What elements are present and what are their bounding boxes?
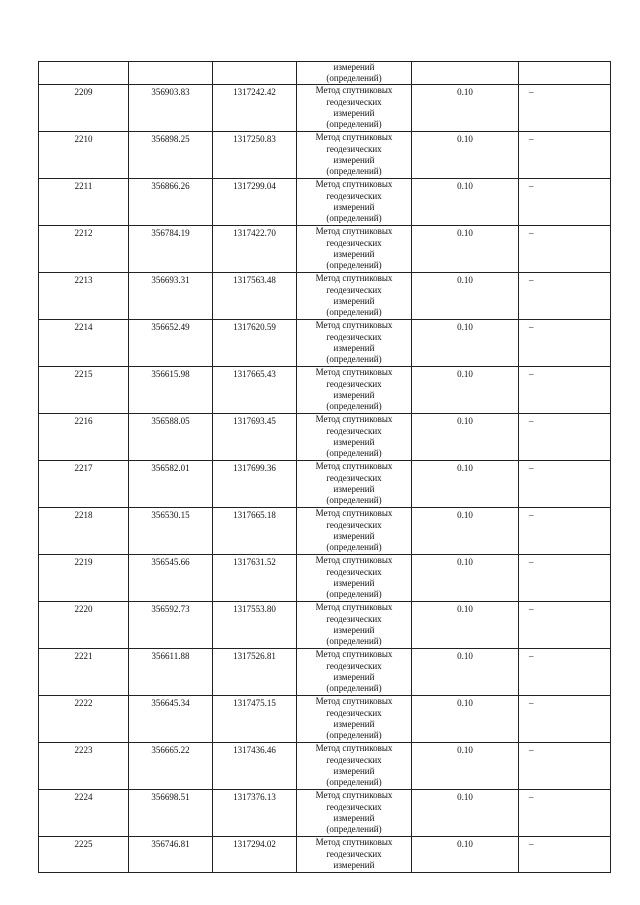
method-line: (определений) — [326, 730, 382, 741]
cell-note: – — [519, 508, 611, 555]
method-line: (определений) — [326, 448, 382, 459]
table-row — [39, 602, 611, 649]
method-line: (определений) — [326, 166, 382, 177]
method-line: (определений) — [326, 777, 382, 788]
cell-note: – — [519, 132, 611, 179]
method-line: геодезических — [326, 331, 382, 342]
table-row — [39, 555, 611, 602]
table-row — [39, 179, 611, 226]
method-line: геодезических — [326, 143, 382, 154]
method-line: Метод спутниковых — [315, 508, 393, 519]
method-line: измерений — [333, 812, 375, 823]
cell-id: 2214 — [39, 320, 129, 367]
cell-x: 356545.66 — [129, 555, 213, 602]
method-line: геодезических — [326, 801, 382, 812]
cell-id: 2217 — [39, 461, 129, 508]
cell-x: 356652.49 — [129, 320, 213, 367]
method-line: (определений) — [326, 542, 382, 553]
method-line: Метод спутниковых — [315, 179, 393, 190]
method-line: (определений) — [326, 73, 382, 84]
method-line: (определений) — [326, 307, 382, 318]
cell-method — [297, 226, 412, 273]
cell-x: 356645.34 — [129, 696, 213, 743]
cell-method — [297, 461, 412, 508]
coordinates-table — [38, 61, 611, 873]
cell-precision: 0.10 — [412, 179, 519, 226]
method-line: Метод спутниковых — [315, 320, 393, 331]
cell-note: – — [519, 226, 611, 273]
cell-x: 356665.22 — [129, 743, 213, 790]
cell-y: 1317436.46 — [213, 743, 297, 790]
table-row — [39, 320, 611, 367]
cell-method — [297, 555, 412, 602]
cell-x: 356582.01 — [129, 461, 213, 508]
cell-note: – — [519, 837, 611, 873]
method-line: (определений) — [326, 119, 382, 130]
cell-precision: 0.10 — [412, 649, 519, 696]
method-line: Метод спутниковых — [315, 132, 393, 143]
cell-id: 2225 — [39, 837, 129, 873]
cell-y: 1317299.04 — [213, 179, 297, 226]
cell-id: 2224 — [39, 790, 129, 837]
cell-note: – — [519, 461, 611, 508]
cell-note — [519, 62, 611, 85]
method-line: измерений — [333, 389, 375, 400]
cell-y: 1317620.59 — [213, 320, 297, 367]
cell-y: 1317422.70 — [213, 226, 297, 273]
method-line: Метод спутниковых — [315, 649, 393, 660]
cell-y: 1317553.80 — [213, 602, 297, 649]
cell-y: 1317665.43 — [213, 367, 297, 414]
table-row — [39, 226, 611, 273]
cell-method — [297, 790, 412, 837]
cell-precision: 0.10 — [412, 273, 519, 320]
cell-method — [297, 62, 412, 85]
method-line: Метод спутниковых — [315, 555, 393, 566]
cell-id: 2213 — [39, 273, 129, 320]
table-row — [39, 508, 611, 555]
method-line: (определений) — [326, 589, 382, 600]
method-line: измерений — [333, 671, 375, 682]
table-row — [39, 461, 611, 508]
cell-method — [297, 273, 412, 320]
method-line: Метод спутниковых — [315, 414, 393, 425]
cell-id: 2216 — [39, 414, 129, 461]
cell-id: 2219 — [39, 555, 129, 602]
cell-id: 2211 — [39, 179, 129, 226]
cell-y: 1317250.83 — [213, 132, 297, 179]
cell-method — [297, 320, 412, 367]
method-line: Метод спутниковых — [315, 790, 393, 801]
cell-id: 2209 — [39, 85, 129, 132]
method-line: (определений) — [326, 401, 382, 412]
cell-method — [297, 649, 412, 696]
method-line: измерений — [333, 62, 375, 72]
table-row — [39, 273, 611, 320]
method-line: измерений — [333, 530, 375, 541]
cell-precision: 0.10 — [412, 555, 519, 602]
method-line: геодезических — [326, 237, 382, 248]
cell-y: 1317242.42 — [213, 85, 297, 132]
method-line: измерений — [333, 577, 375, 588]
table-row — [39, 85, 611, 132]
method-line: геодезических — [326, 472, 382, 483]
method-line: измерений — [333, 107, 375, 118]
cell-x: 356784.19 — [129, 226, 213, 273]
cell-y: 1317563.48 — [213, 273, 297, 320]
table-row — [39, 132, 611, 179]
cell-precision: 0.10 — [412, 508, 519, 555]
cell-method — [297, 837, 412, 873]
cell-x: 356693.31 — [129, 273, 213, 320]
method-line: измерений — [333, 248, 375, 259]
cell-x: 356746.81 — [129, 837, 213, 873]
cell-x: 356530.15 — [129, 508, 213, 555]
cell-precision: 0.10 — [412, 132, 519, 179]
cell-precision — [412, 62, 519, 85]
cell-x: 356866.26 — [129, 179, 213, 226]
method-line: Метод спутниковых — [315, 85, 393, 96]
method-line: (определений) — [326, 683, 382, 694]
table-row — [39, 837, 611, 873]
method-line: измерений — [333, 718, 375, 729]
cell-y: 1317631.52 — [213, 555, 297, 602]
method-line: измерений — [333, 436, 375, 447]
cell-y: 1317665.18 — [213, 508, 297, 555]
cell-x: 356592.73 — [129, 602, 213, 649]
method-line: Метод спутниковых — [315, 273, 393, 284]
cell-id: 2222 — [39, 696, 129, 743]
cell-precision: 0.10 — [412, 85, 519, 132]
cell-method — [297, 602, 412, 649]
table-row — [39, 790, 611, 837]
cell-precision: 0.10 — [412, 226, 519, 273]
cell-y — [213, 62, 297, 85]
cell-note: – — [519, 602, 611, 649]
table-body — [39, 62, 611, 873]
cell-y: 1317699.36 — [213, 461, 297, 508]
cell-y: 1317294.02 — [213, 837, 297, 873]
table-row — [39, 367, 611, 414]
method-line: измерений — [333, 483, 375, 494]
cell-id: 2210 — [39, 132, 129, 179]
method-line: измерений — [333, 295, 375, 306]
table-row — [39, 743, 611, 790]
method-line: измерений — [333, 342, 375, 353]
table-row — [39, 696, 611, 743]
cell-y: 1317475.15 — [213, 696, 297, 743]
cell-id: 2220 — [39, 602, 129, 649]
cell-id: 2212 — [39, 226, 129, 273]
method-line: (определений) — [326, 354, 382, 365]
cell-precision: 0.10 — [412, 743, 519, 790]
cell-precision: 0.10 — [412, 837, 519, 873]
table-row — [39, 649, 611, 696]
cell-note: – — [519, 414, 611, 461]
cell-precision: 0.10 — [412, 367, 519, 414]
method-line: измерений — [333, 154, 375, 165]
cell-precision: 0.10 — [412, 461, 519, 508]
cell-note: – — [519, 696, 611, 743]
method-line: геодезических — [326, 707, 382, 718]
method-line: измерений — [333, 201, 375, 212]
method-line: геодезических — [326, 613, 382, 624]
cell-x: 356615.98 — [129, 367, 213, 414]
cell-id — [39, 62, 129, 85]
method-line: Метод спутниковых — [315, 837, 393, 848]
cell-note: – — [519, 273, 611, 320]
cell-note: – — [519, 743, 611, 790]
cell-x: 356611.88 — [129, 649, 213, 696]
cell-precision: 0.10 — [412, 414, 519, 461]
cell-note: – — [519, 367, 611, 414]
method-line: Метод спутниковых — [315, 696, 393, 707]
cell-method — [297, 508, 412, 555]
cell-precision: 0.10 — [412, 790, 519, 837]
method-line: геодезических — [326, 284, 382, 295]
cell-method — [297, 696, 412, 743]
method-line: измерений — [333, 859, 375, 870]
method-line: геодезических — [326, 848, 382, 859]
cell-id: 2223 — [39, 743, 129, 790]
method-line: (определений) — [326, 824, 382, 835]
method-line: Метод спутниковых — [315, 743, 393, 754]
cell-method — [297, 743, 412, 790]
method-line: Метод спутниковых — [315, 461, 393, 472]
cell-id: 2215 — [39, 367, 129, 414]
cell-y: 1317376.13 — [213, 790, 297, 837]
method-line: геодезических — [326, 378, 382, 389]
cell-method — [297, 414, 412, 461]
method-line: геодезических — [326, 425, 382, 436]
cell-y: 1317693.45 — [213, 414, 297, 461]
cell-note: – — [519, 320, 611, 367]
cell-note: – — [519, 555, 611, 602]
cell-x: 356898.25 — [129, 132, 213, 179]
method-line: геодезических — [326, 660, 382, 671]
cell-method — [297, 85, 412, 132]
method-line: геодезических — [326, 519, 382, 530]
method-line: геодезических — [326, 566, 382, 577]
cell-id: 2218 — [39, 508, 129, 555]
method-line: (определений) — [326, 495, 382, 506]
method-line: (определений) — [326, 260, 382, 271]
cell-precision: 0.10 — [412, 696, 519, 743]
method-line: геодезических — [326, 754, 382, 765]
method-line: Метод спутниковых — [315, 226, 393, 237]
cell-note: – — [519, 85, 611, 132]
table-row-continuation — [39, 62, 611, 85]
method-line: геодезических — [326, 96, 382, 107]
method-line: (определений) — [326, 213, 382, 224]
method-line: геодезических — [326, 190, 382, 201]
cell-note: – — [519, 790, 611, 837]
cell-method — [297, 132, 412, 179]
cell-x: 356903.83 — [129, 85, 213, 132]
cell-id: 2221 — [39, 649, 129, 696]
cell-method — [297, 367, 412, 414]
method-line: Метод спутниковых — [315, 367, 393, 378]
table-row — [39, 414, 611, 461]
cell-x: 356698.51 — [129, 790, 213, 837]
cell-note: – — [519, 179, 611, 226]
cell-x — [129, 62, 213, 85]
method-line: измерений — [333, 624, 375, 635]
cell-precision: 0.10 — [412, 602, 519, 649]
cell-x: 356588.05 — [129, 414, 213, 461]
cell-y: 1317526.81 — [213, 649, 297, 696]
method-line: (определений) — [326, 636, 382, 647]
method-line: измерений — [333, 765, 375, 776]
method-line: Метод спутниковых — [315, 602, 393, 613]
cell-method — [297, 179, 412, 226]
cell-precision: 0.10 — [412, 320, 519, 367]
cell-note: – — [519, 649, 611, 696]
